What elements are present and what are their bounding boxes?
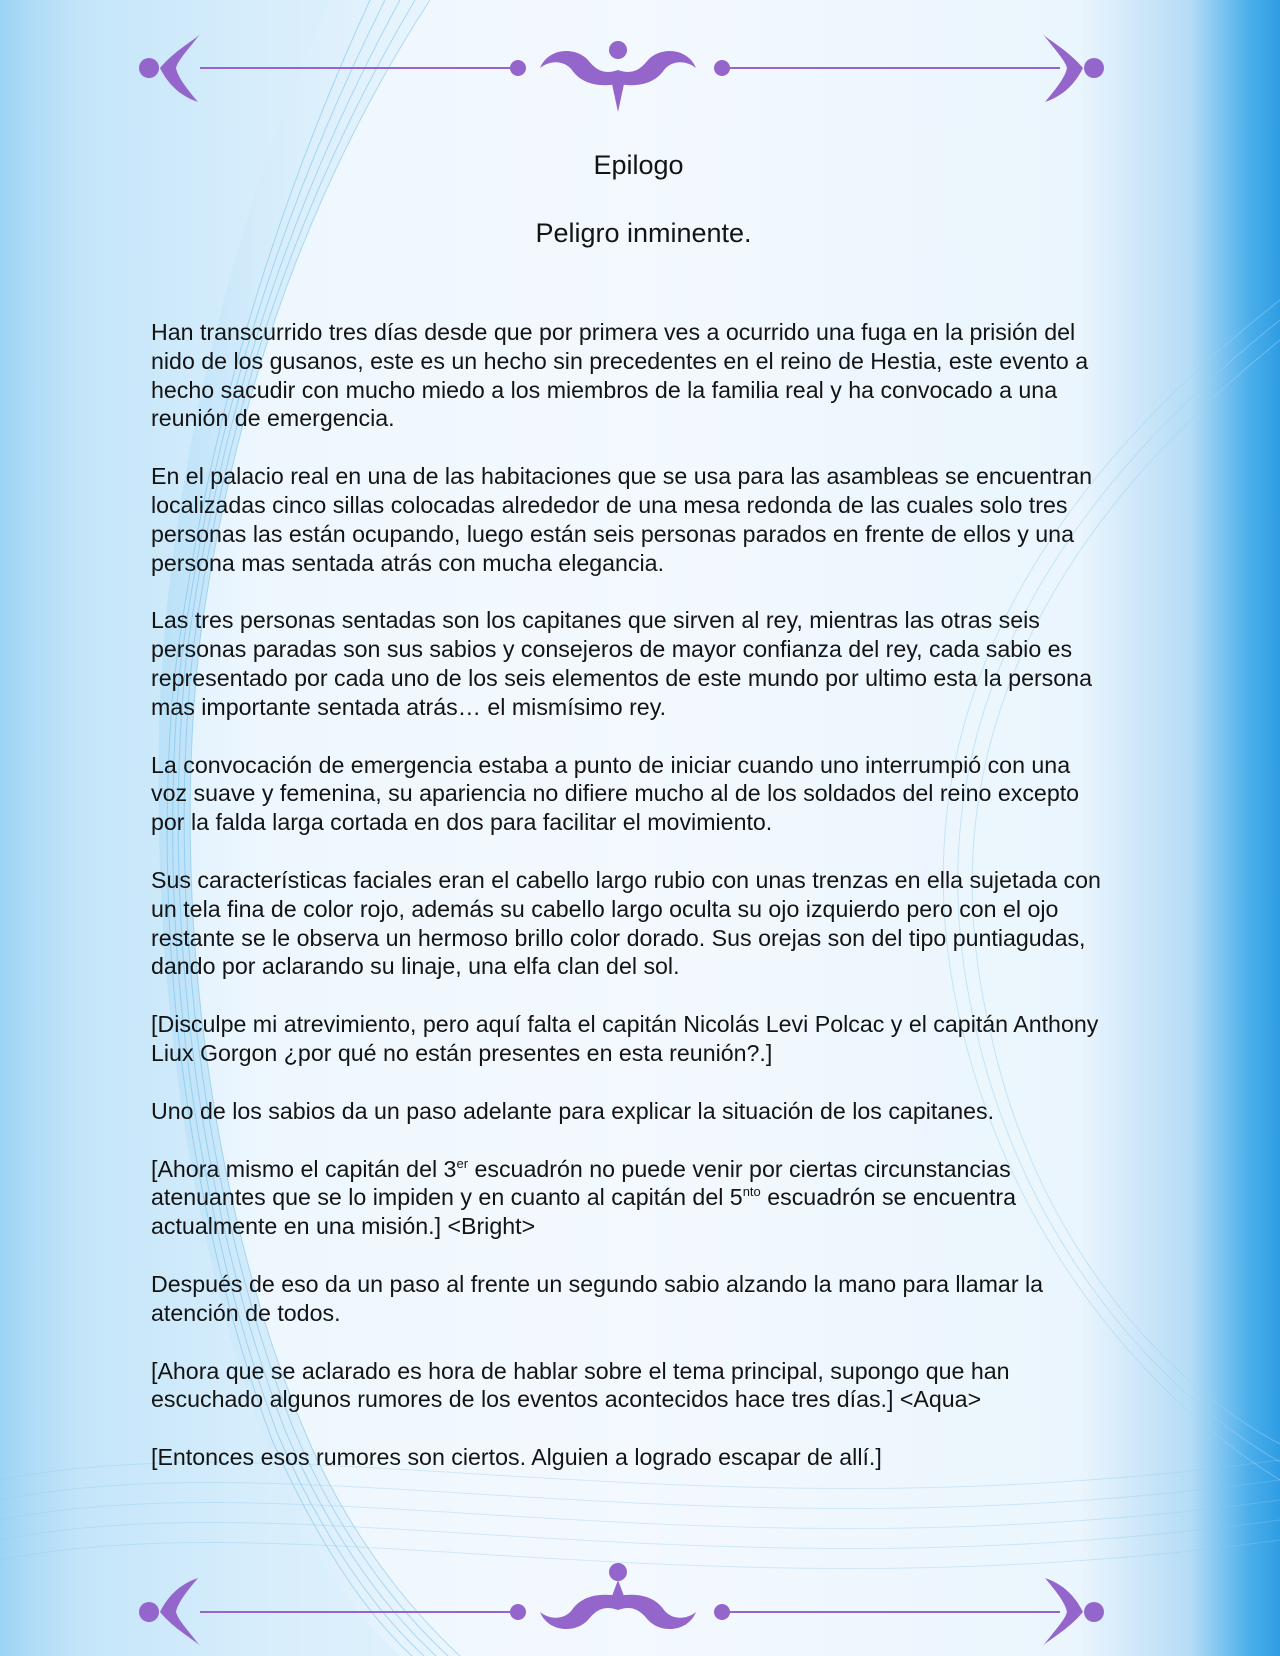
paragraph: [Disculpe mi atrevimiento, pero aquí falta el capitán Nicolás Levi Polcac y el capitán Anthony Liux Gorgon ¿por qué no están presentes en esta reunión?.] — [151, 1011, 1099, 1066]
paragraph: Han transcurrido tres días desde que por primera ves a ocurrido una fuga en la prisión del nido de los gusanos, este es un hecho sin precedentes en el reino de Hestia, este evento a hecho sacudir con mucho miedo a los miembros de la familia real y ha convocado a una reunión de emergencia. — [151, 319, 1089, 432]
bottom-flourish-ornament-icon — [0, 1552, 1280, 1652]
page-subtitle: Peligro inminente. — [535, 218, 752, 248]
top-flourish-ornament-icon — [0, 20, 1280, 120]
paragraph-text: escuadrón se encuentra actualmente en una misión.] <Bright> — [151, 1184, 1017, 1240]
ordinal-suffix: nto — [742, 1184, 761, 1200]
paragraph: Después de eso da un paso al frente un segundo sabio alzando la mano para llamar la atención de todos. — [151, 1270, 1044, 1326]
paragraph-text: [Ahora mismo el capitán del 3 — [151, 1155, 457, 1182]
paragraph-text: escuadrón no puede venir por ciertas circunstancias atenuantes que se lo impiden y en cuanto al capitán del 5 — [151, 1155, 1011, 1211]
ordinal-suffix: er — [456, 1155, 469, 1171]
paragraph: Uno de los sabios da un paso adelante para explicar la situación de los capitanes. — [151, 1097, 995, 1124]
page-title: Epilogo — [593, 150, 684, 180]
paragraph — [151, 1155, 1101, 1241]
story-text — [151, 318, 1101, 1501]
paragraph: Sus características faciales eran el cabello largo rubio con unas trenzas en ella sujetada con un tela fina de color rojo, además su cabello largo oculta su ojo izquierdo pero con el ojo restante se le observa un hermoso brillo color dorado. Sus orejas son del tipo puntiagudas, dando por aclarando su linaje, una elfa clan del sol. — [151, 866, 1101, 980]
paragraph: [Ahora que se aclarado es hora de hablar sobre el tema principal, supongo que han escuchado algunos rumores de los eventos acontecidos hace tres días.] <Aqua> — [151, 1357, 1010, 1413]
paragraph: En el palacio real en una de las habitaciones que se usa para las asambleas se encuentran localizadas cinco sillas colocadas alrededor de una mesa redonda de las cuales solo tres personas las están ocupando, luego están seis personas parados en frente de ellos y una persona mas sentada atrás con mucha elegancia. — [151, 463, 1093, 576]
paragraph: [Entonces esos rumores son ciertos. Alguien a logrado escapar de allí.] — [151, 1444, 882, 1471]
paragraph: La convocación de emergencia estaba a punto de iniciar cuando uno interrumpió con una voz suave y femenina, su apariencia no difiere mucho al de los soldados del reino excepto por la falda larga cortada en dos para facilitar el movimiento. — [151, 751, 1080, 836]
paragraph: Las tres personas sentadas son los capitanes que sirven al rey, mientras las otras seis personas paradas son sus sabios y consejeros de mayor confianza del rey, cada sabio es representado por cada uno de los seis elementos de este mundo por ultimo esta la persona mas importante sentada atrás… el mismísimo rey. — [151, 607, 1092, 720]
